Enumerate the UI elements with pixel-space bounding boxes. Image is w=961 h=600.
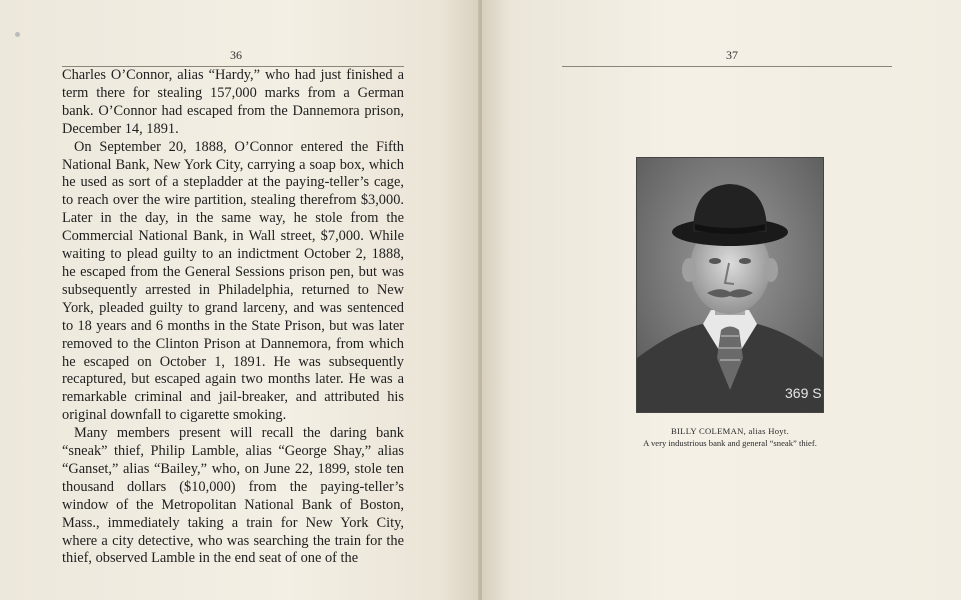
paragraph: Many members present will recall the daring bank “sneak” thief, Philip Lamble, alias “George Shay,” alias “Ganset,” alias “Bailey,” who, on June 22, 1899, stole ten thousand dollars ($10,000) from the paying-teller’s window of the Metropolitan National Bank of Boston, Mass., immediately taking a train for New York City, where a city detective, who was searching the train for the thief, observed Lamble in the end seat of one of the <box>62 425 404 567</box>
photo-number: 369 S <box>785 385 822 401</box>
portrait-image <box>637 158 823 412</box>
header-rule <box>562 66 892 67</box>
paragraph: On September 20, 1888, O’Connor entered the Fifth National Bank, New York City, carrying a soap box, which he used as sort of a stepladder at the paying-teller’s cage, to reach over the wire partition, stealing therefrom $3,000. Later in the day, in the same way, he stole from the Commercial National Bank, in Wall street, $7,000. While waiting to plead guilty to an indictment October 2, 1888, he escaped from the General Sessions prison pen, but was subsequently arrested in Philadelphia, returned to New York, pleaded guilty to grand larceny, and was sentenced to 18 years and 6 months in the State Prison, but was later removed to the Clinton Prison at Dannemora, from which he escaped on October 1, 1891. He was subsequently recaptured, but escaped again two months later. He was a remarkable criminal and jail-breaker, and attributed his original downfall to cigarette smoking. <box>62 138 404 424</box>
portrait-photo <box>636 157 824 413</box>
body-text <box>62 67 404 568</box>
page-number: 36 <box>230 48 242 62</box>
left-page <box>0 0 480 600</box>
paragraph: Charles O’Connor, alias “Hardy,” who had just finished a term there for stealing 157,000 marks from a German bank. O’Connor had escaped from the Dannemora prison, December 14, 1891. <box>62 67 404 137</box>
caption-name: BILLY COLEMAN, alias Hoyt. <box>670 426 790 436</box>
page-spot <box>15 32 20 37</box>
caption-description: A very industrious bank and general “sneak” thief. <box>643 438 817 448</box>
page-number: 37 <box>726 48 738 62</box>
